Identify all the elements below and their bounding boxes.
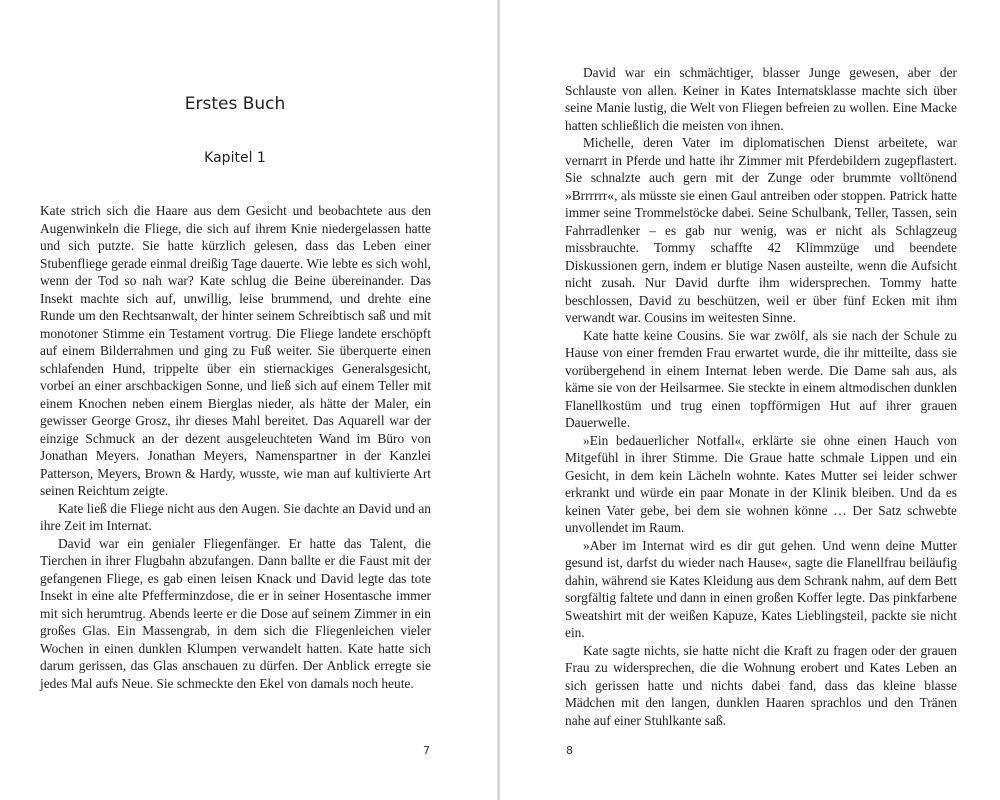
paragraph: »Aber im Internat wird es dir gut gehen. Und wenn deine Mutter gesund ist, darfst du wieder nach Hause«, sagte die Flanellfrau beiläufig dahin, während sie Kates Kleidung aus dem Schrank nahm, auf dem Bett sorgfältig faltete und dann in einen großen Koffer legte. Das pinkfarbene Sweatshirt mit der weißen Kapuze, Kates Lieblingsteil, packte sie nicht ein. (565, 537, 957, 640)
right-page-text (565, 64, 957, 729)
paragraph: Kate ließ die Fliege nicht aus den Augen. Sie dachte an David und an ihre Zeit im Internat. (40, 500, 431, 533)
paragraph: Kate hatte keine Cousins. Sie war zwölf, als sie nach der Schule zu Hause von einer fremden Frau erwartet wurde, die ihr mitteilte, dass sie vorübergehend in einem Internat leben werde. Die Dame sah aus, als käme sie von der Heilsarmee. Sie steckte in einem altmodischen dunklen Flanellkostüm und trug einen topfförmigen Hut auf ihrer grauen Dauerwelle. (565, 327, 957, 430)
page-number-left: 7 (423, 744, 430, 757)
paragraph: »Ein bedauerlicher Notfall«, erklärte sie ohne einen Hauch von Mitgefühl in ihrer Stimme. Die Graue hatte schmale Lippen und ein Gesicht, in dem kein Lächeln wohnte. Kates Mutter sei leider schwer erkrankt und würde ein paar Monate in der Klinik bleiben. Und da es keinen Vater gebe, bei dem sie wohnen könne … Der Satz schwebte unvollendet im Raum. (565, 432, 957, 535)
paragraph: David war ein schmächtiger, blasser Junge gewesen, aber der Schlauste von allen. Keiner in Kates Internatsklasse machte sich über seine Manie lustig, die Welt von Fliegen befreien zu wollen. Eine Macke hatten schließlich die meisten von ihnen. (565, 65, 957, 133)
paragraph: Michelle, deren Vater im diplomatischen Dienst arbeitete, war vernarrt in Pferde und hatte ihr Zimmer mit Pferdebildern zugepflastert. Sie schnalzte auch gern mit der Zunge oder brummte volltönend »Brrrrrr«, als müsste sie einen Gaul antreiben oder stoppen. Patrick hatte immer seine Trommelstöcke dabei. Seine Schulbank, Teller, Tassen, sein Fahrradlenker – es gab nur wenig, was er nicht als Schlagzeug missbrauchte. Tommy schaffte 42 Klimmzüge und beendete Diskussionen gern, indem er blutige Nasen austeilte, wenn die Aufsicht nicht zusah. Nur David durfte ihm widersprechen. Tommy hatte beschlossen, David zu beschützen, weil er über fünf Ecken mit ihm verwandt war. Cousins im weitesten Sinne. (565, 135, 957, 325)
book-title: Erstes Buch (184, 94, 286, 114)
left-page (0, 0, 497, 800)
right-page (500, 0, 1000, 800)
chapter-title: Kapitel 1 (204, 150, 266, 166)
paragraph: Kate sagte nichts, sie hatte nicht die Kraft zu fragen oder der grauen Frau zu widersprechen, die die Wohnung erobert und Kates Leben an sich gerissen hatte und nichts dabei fand, dass das kleine blasse Mädchen mit den langen, dunklen Haaren sprachlos und den Tränen nahe auf einer Stuhlkante saß. (565, 642, 957, 728)
paragraph: Kate strich sich die Haare aus dem Gesicht und beobachtete aus den Augenwinkeln die Fliege, die sich auf ihrem Knie niedergelassen hatte und sich putzte. Sie hatte kürzlich gelesen, dass das Leben einer Stubenfliege gerade einmal dreißig Tage dauerte. Wie lebte es sich wohl, wenn der Tod so nah war? Kate schlug die Beine übereinander. Das Insekt machte sich auf, unwillig, leise brummend, und drehte eine Runde um den Rechtsanwalt, der hinter seinem Schreibtisch saß und mit monotoner Stimme ein Testament vortrug. Die Fliege landete erschöpft auf einem Bilderrahmen und ging zu Fuß weiter. Sie überquerte einen schlafenden Hund, trippelte über ein stiernackiges Generalsgesicht, vorbei an einer arschbackigen Sonne, und ließ sich auf einem Teller mit einem Knochen neben einem Bierglas nieder, als hätte der Maler, ein gewisser George Grosz, ihr dieses Mahl bereitet. Das Aquarell war der einzige Schmuck an der dezent ausgeleuchteten Wand im Büro von Jonathan Meyers. Jonathan Meyers, Namenspartner in der Kanzlei Patterson, Meyers, Brown & Hardy, wusste, wie man auf kultivierte Art seinen Reichtum zeigte. (40, 203, 431, 498)
paragraph: David war ein genialer Fliegenfänger. Er hatte das Talent, die Tierchen in ihrer Flugbahn abzufangen. Dann ballte er die Faust mit der gefangenen Fliege, es gab einen leisen Knack und David legte das tote Insekt in eine alte Pfefferminzdose, die er in seiner Hosentasche immer mit sich herumtrug. Abends leerte er die Dose auf seinem Zimmer in ein großes Glas. Ein Massengrab, in dem sich die Fliegenleichen vieler Wochen in einen dunklen Klumpen verwandelt hatten. Kate hatte sich darum gerissen, das Glas anschauen zu dürfen. Der Anblick erregte sie jedes Mal aufs Neue. Sie schmeckte den Ekel von damals noch heute. (40, 535, 431, 691)
page-number-right: 8 (566, 744, 573, 757)
left-page-text (40, 202, 431, 692)
